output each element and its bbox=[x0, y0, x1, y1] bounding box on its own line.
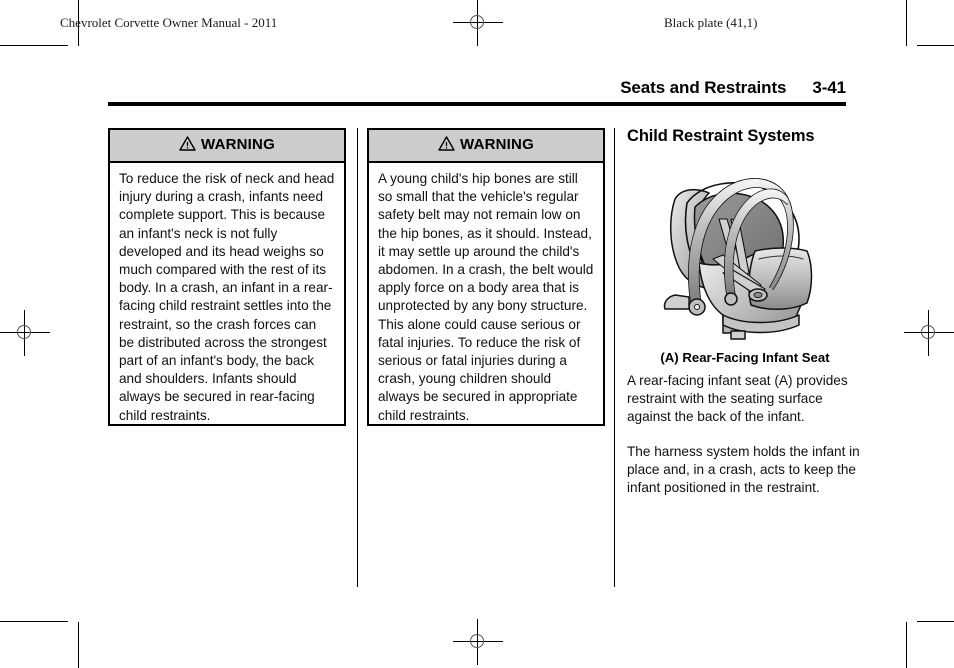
registration-ring bbox=[17, 325, 31, 339]
page-number: 3-41 bbox=[812, 78, 846, 97]
warning-text: A young child's hip bones are still so small that the vehicle's regular safety belt may not remain low on the hip bones, as it should. Instead, it may settle up around the child's abdomen. In a crash, the belt would apply force on a body area that is unprotected by any bony structure. This alone could cause serious or fatal injuries. To reduce the risk of serious or fatal injuries during a crash, young children should always be secured in appropriate child restraints. bbox=[378, 171, 594, 423]
running-head-left: Chevrolet Corvette Owner Manual - 2011 bbox=[60, 15, 278, 30]
warning-header bbox=[369, 130, 603, 163]
header-rule bbox=[108, 102, 846, 106]
registration-ring bbox=[470, 15, 484, 29]
warning-header bbox=[110, 130, 344, 163]
warning-text: To reduce the risk of neck and head injury during a crash, infants need complete support. This is because an infant's neck is not fully developed and its head weighs so much compared with the rest of its body. In a crash, an infant in a rear-facing child restraint settles into the restraint, so the crash forces can be distributed across the strongest part of an infant's body, the back and shoulders. Infants should always be secured in rear-facing child restraints. bbox=[119, 171, 335, 423]
warning-box bbox=[367, 128, 605, 426]
chapter-header bbox=[108, 78, 846, 98]
crop-mark-top-right-horizontal bbox=[917, 45, 954, 46]
rear-facing-infant-seat-illustration bbox=[627, 155, 859, 340]
registration-mark-right bbox=[912, 316, 946, 350]
crop-mark-bottom-right-horizontal bbox=[917, 621, 954, 622]
column-separator-1 bbox=[357, 128, 358, 587]
chapter-title: Seats and Restraints bbox=[620, 78, 787, 97]
warning-label: WARNING bbox=[460, 136, 534, 153]
running-head-right: Black plate (41,1) bbox=[664, 15, 758, 30]
crop-mark-top-left-horizontal bbox=[0, 45, 68, 46]
registration-ring bbox=[470, 634, 484, 648]
warning-triangle-icon bbox=[179, 136, 196, 155]
body-paragraph: A rear-facing infant seat (A) provides restraint with the seating surface against the back of the infant. bbox=[627, 373, 848, 425]
crop-mark-bottom-right-vertical bbox=[906, 622, 907, 668]
figure-caption: (A) Rear-Facing Infant Seat bbox=[660, 350, 830, 365]
crop-mark-top-right-vertical bbox=[906, 0, 907, 46]
warning-triangle-icon bbox=[438, 136, 455, 155]
body-paragraph: The harness system holds the infant in place and, in a crash, acts to keep the infant positioned in the restraint. bbox=[627, 444, 860, 496]
registration-mark-top bbox=[461, 6, 495, 40]
registration-mark-bottom bbox=[461, 625, 495, 659]
crop-mark-bottom-left-horizontal bbox=[0, 621, 68, 622]
warning-label: WARNING bbox=[201, 136, 275, 153]
section-title: Child Restraint Systems bbox=[627, 127, 815, 145]
column-separator-2 bbox=[614, 128, 615, 587]
registration-mark-left bbox=[8, 316, 42, 350]
crop-mark-bottom-left-vertical bbox=[78, 622, 79, 668]
warning-box bbox=[108, 128, 346, 426]
registration-ring bbox=[921, 325, 935, 339]
